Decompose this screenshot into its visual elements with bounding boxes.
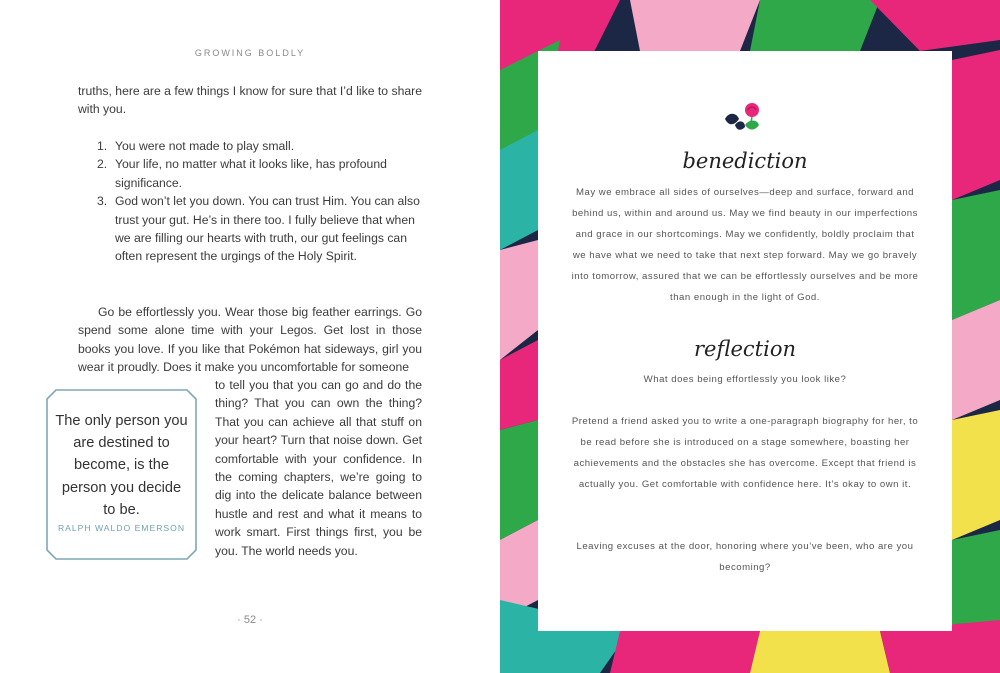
quote-text: The only person you are destined to become, is the person you decide to be. [55,413,188,518]
quote-attribution: RALPH WALDO EMERSON [57,523,186,533]
benediction-title: benediction [682,149,808,173]
list-item [97,137,427,155]
right-page [500,0,1000,673]
benediction-card [538,51,952,631]
page-number: · 52 · [237,614,263,626]
pull-quote [46,389,197,560]
numbered-list [97,137,427,266]
paragraph-1: truths, here are a few things I know for sure that I’d like to share with you. [78,84,422,117]
reflection-closing: Leaving excuses at the door, honoring where you’ve been, who are you becoming? [576,541,914,573]
paragraph-2-text: Go be effortlessly you. Wear those big feather earrings. Go spend some alone time with your Legos. Get lost in those books you love. If you like that Pokémon hat sideways, girl you wear it proudly. Does it make you uncomfortable for someone [78,305,422,375]
running-head: GROWING BOLDLY [194,48,306,58]
list-text: Your life, no matter what it looks like, has profound significance. [115,157,387,190]
paragraph-3: to tell you that you can go and do the thing? That you can own the thing? That you can achieve all that stuff on your heart? Turn that noise down. Get comfortable with your confidence. In the coming chapters, we’re going to dig into the delicate balance between hustle and rest and what it means to work smart. First things first, you be you. The world needs you. [215,378,422,558]
list-item [97,155,427,192]
reflection-title: reflection [694,337,796,361]
benediction-text: May we embrace all sides of ourselves—deep and surface, forward and behind us, within and around us. May we find beauty in our imperfections and grace in our shortcomings. May we confidently, boldly proclaim that we have what we need to take that next step forward. May we go bravely into tomorrow, assured that we can be effortlessly ourselves and be more than enough in the light of God. [571,187,919,303]
list-text: You were not made to play small. [115,139,295,153]
list-number: 3. [97,194,108,209]
list-item [97,192,427,266]
reflection-question: What does being effortlessly you look like? [643,374,847,385]
reflection-prompt: Pretend a friend asked you to write a one-paragraph biography for her, to be read before she is introduced on a stage somewhere, boasting her achievements and the obstacles she has overcome. Except that friend is actually you. Get comfortable with confidence here. It’s okay to own it. [571,416,919,490]
rose-flower-icon [723,101,767,135]
paragraph-2 [78,303,422,377]
list-text: God won’t let you down. You can trust Him. You can also trust your gut. He’s in there too. I fully believe that when we are filling our hearts with truth, our gut feelings can often represent the urgings of the Holy Spirit. [115,194,420,264]
list-number: 2. [97,157,108,172]
list-number: 1. [97,139,108,153]
